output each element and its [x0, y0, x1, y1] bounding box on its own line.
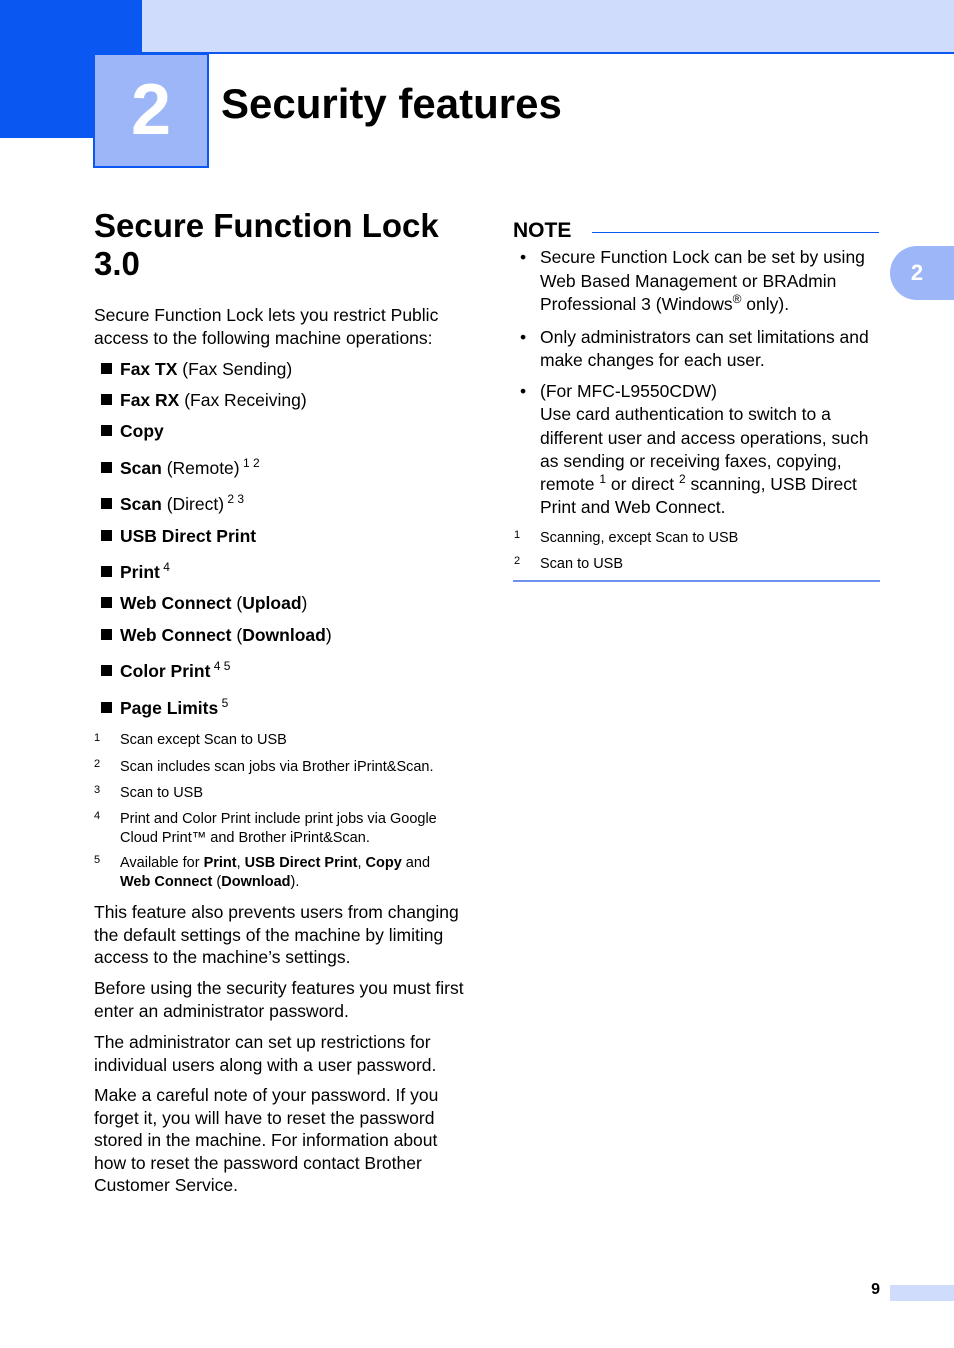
footnote-number: 4: [94, 810, 101, 822]
note-label: NOTE: [513, 219, 572, 242]
footnote-text: Scan except Scan to USB: [120, 732, 287, 748]
list-item: Copy: [101, 420, 164, 442]
footnote-number: 5: [94, 854, 101, 866]
chapter-side-tab-number: 2: [910, 260, 924, 285]
footnote-ref: 4: [159, 560, 170, 574]
list-item: Scan (Direct) $^{2 3}$: [101, 493, 244, 515]
chapter-number: 2: [130, 70, 172, 150]
list-item: Print $^4$: [101, 561, 170, 583]
list-item: Page Limits $^5$: [101, 697, 228, 719]
list-item: Color Print $^{4 5}$: [101, 660, 230, 682]
footnote-text: Scan to USB: [120, 785, 204, 801]
note-item: • Only administrators can set limitations and make changes for each user.: [520, 327, 869, 370]
footnote-text: Available for Print, USB Direct Print, Copy and Web Connect (Download).: [120, 855, 431, 890]
header-rule: [142, 52, 954, 54]
footnote-ref: 5: [218, 696, 229, 710]
list-item: Fax TX (Fax Sending): [101, 358, 292, 380]
intro-paragraph: Secure Function Lock lets you restrict Public access to the following machine operations:: [94, 305, 439, 348]
footnote-number: 2: [94, 758, 101, 770]
bullet-glyph: •: [520, 381, 527, 401]
bullet-glyph: •: [520, 327, 527, 347]
bullet-glyph: •: [520, 247, 527, 267]
footnote-number: 1: [94, 732, 101, 744]
footer-tab: [890, 1285, 954, 1301]
list-item: Web Connect (Upload): [101, 592, 307, 614]
body-paragraph: The administrator can set up restrictions for individual users along with a user password.: [94, 1032, 437, 1075]
page-number: 9: [871, 1281, 880, 1298]
body-paragraph: Before using the security features you must first enter an administrator password.: [94, 978, 464, 1021]
section-title: Secure Function Lock 3.0: [94, 207, 439, 282]
note-footnote-number: 2: [514, 555, 521, 567]
note-bottom-rule: [513, 580, 880, 582]
note-rule: [592, 232, 879, 233]
note-item: • Secure Function Lock can be set by using Web Based Management or BRAdmin Professional 3 (Windows® only).: [520, 247, 865, 314]
note-footnote-text: Scanning, except Scan to USB: [540, 530, 739, 546]
footnote-text: Scan includes scan jobs via Brother iPrint&Scan.: [120, 759, 434, 775]
footnote-ref: 1 2: [239, 456, 260, 470]
chapter-title: Security features: [221, 80, 562, 127]
list-item: Web Connect (Download): [101, 624, 332, 646]
footnote-ref: 2 3: [224, 492, 245, 506]
list-item: Scan (Remote) $^{1 2}$: [101, 457, 260, 479]
body-paragraph: This feature also prevents users from changing the default settings of the machine by limiting access to the machine’s settings.: [94, 902, 459, 967]
footnote-text: Print and Color Print include print jobs via Google Cloud Print™ and Brother iPrint&Scan.: [120, 811, 437, 846]
footnote-ref: 4 5: [210, 659, 231, 673]
note-item: • (For MFC-L9550CDW) Use card authentication to switch to a different user and access operations, such as sending or receiving faxes, copying, remote $^1$ or direct $^2$ scanning, USB Direct Print and Web Connect.: [520, 381, 869, 518]
note-footnote-number: 1: [514, 529, 521, 541]
body-paragraph: Make a careful note of your password. If you forget it, you will have to reset the password stored in the machine. For information about how to reset the password contact Brother Customer Service.: [94, 1085, 439, 1195]
header-band: [142, 0, 954, 52]
list-item: Fax RX (Fax Receiving): [101, 389, 307, 411]
list-item: USB Direct Print: [101, 525, 256, 547]
note-footnote-text: Scan to USB: [540, 556, 624, 572]
footnote-number: 3: [94, 784, 101, 796]
